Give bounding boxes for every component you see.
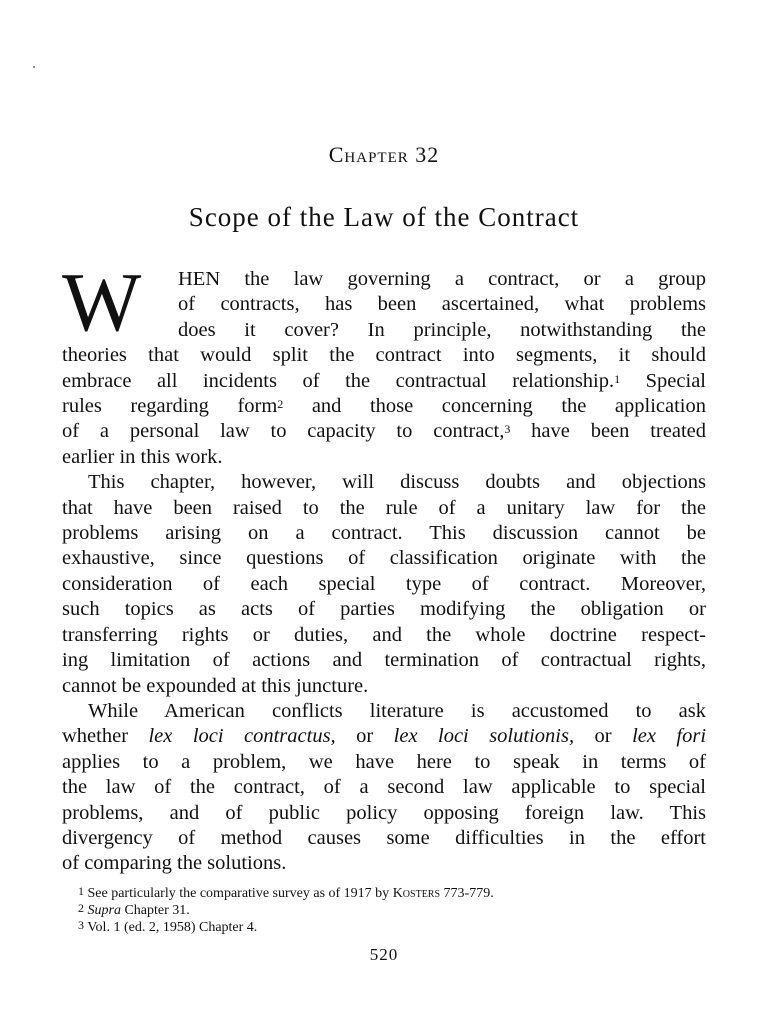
body-line: HEN the law governing a contract, or a group <box>178 268 706 290</box>
drop-cap: W <box>62 256 142 349</box>
body-text-span: or <box>335 725 394 748</box>
body-text-span: rules regarding form <box>62 395 278 418</box>
body-line: applies to a problem, we have here to speak in terms of <box>62 750 706 773</box>
body-line <box>62 369 706 394</box>
chapter-number: 32 <box>415 142 440 167</box>
footnote <box>78 919 698 936</box>
footnote-ref: 1 <box>614 371 621 386</box>
body-line: While American conflicts literature is accustomed to ask <box>88 699 706 722</box>
body-text-span: have been treated <box>510 420 706 443</box>
footnote-mark: 3 <box>78 918 84 932</box>
body-line: does it cover? In principle, notwithstanding the <box>178 318 706 341</box>
chapter-label <box>0 142 768 168</box>
body-text-span: whether <box>62 725 149 748</box>
footnote-ref: 3 <box>504 422 511 437</box>
body-text-span: embrace all incidents of the contractual relationship. <box>62 369 615 392</box>
body-line: problems arising on a contract. This discussion cannot be <box>62 522 706 545</box>
footnote-italic: Supra <box>87 903 121 918</box>
latin-term: lex fori <box>632 725 707 748</box>
footnote <box>78 885 698 902</box>
body-line <box>62 724 706 749</box>
footnote-text: Vol. 1 (ed. 2, 1958) Chapter 4. <box>87 920 258 935</box>
body-line: theories that would split the contract into segments, it should <box>62 344 706 367</box>
footnote-mark: 2 <box>78 901 84 915</box>
body-text-span: Special <box>620 369 706 392</box>
body-line: the law of the contract, of a second law applicable to special <box>62 776 706 799</box>
body-line: exhaustive, since questions of classification originate with the <box>62 547 706 570</box>
body-line <box>62 419 706 444</box>
page-number: 520 <box>369 945 399 964</box>
footnote-ref: 2 <box>277 397 284 412</box>
chapter-word-rest: hapter <box>344 142 409 167</box>
body-line: of comparing the solutions. <box>62 852 287 875</box>
footnote-text: See particularly the comparative survey as of 1917 by <box>87 886 393 901</box>
body-line: of contracts, has been ascertained, what problems <box>178 293 706 316</box>
latin-term: lex loci contractus, <box>148 725 336 748</box>
scan-speck <box>33 66 35 68</box>
footnotes <box>78 885 698 936</box>
chapter-word-first: C <box>328 142 345 167</box>
footnote-text: Chapter 31. <box>120 903 190 918</box>
footnote <box>78 902 698 919</box>
body-line: ing limitation of actions and termination of contractual rights, <box>62 649 706 672</box>
body-text-span: or <box>574 725 633 748</box>
body-line <box>62 394 706 419</box>
body-line: This chapter, however, will discuss doubts and objections <box>88 471 706 494</box>
body-text-span: and those concerning the application <box>283 395 706 418</box>
footnote-text: 773-779. <box>440 886 494 901</box>
body-text <box>62 256 707 877</box>
footnote-author: Kosters <box>392 886 441 901</box>
latin-term: lex loci solutionis, <box>393 725 575 748</box>
body-line: such topics as acts of parties modifying the obligation or <box>62 598 706 621</box>
body-text-span: of a personal law to capacity to contract, <box>62 420 505 443</box>
chapter-title: Scope of the Law of the Contract <box>188 202 580 232</box>
body-line: cannot be expounded at this juncture. <box>62 674 369 697</box>
body-line: that have been raised to the rule of a unitary law for the <box>62 496 706 519</box>
footnote-mark: 1 <box>78 884 84 898</box>
body-line: consideration of each special type of contract. Moreover, <box>62 572 706 595</box>
body-line: divergency of method causes some difficulties in the effort <box>62 826 706 849</box>
body-line: transferring rights or duties, and the whole doctrine respect- <box>62 623 706 646</box>
body-line: earlier in this work. <box>62 445 223 468</box>
body-line: problems, and of public policy opposing foreign law. This <box>62 801 706 824</box>
